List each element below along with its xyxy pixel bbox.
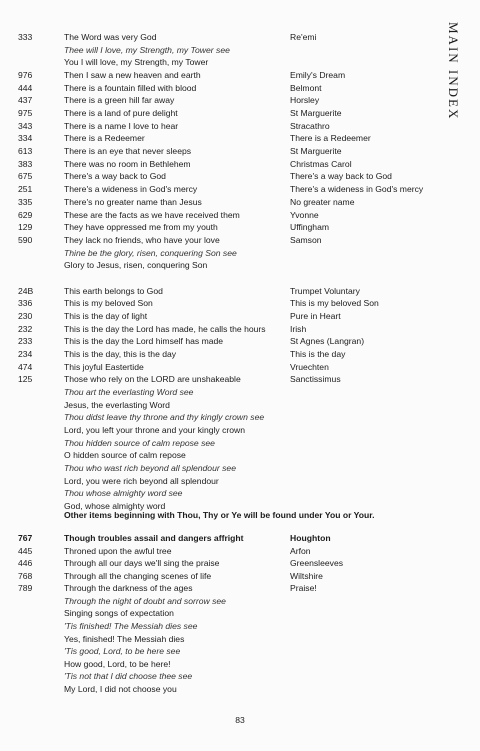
first-line: Through all the changing scenes of life xyxy=(64,570,212,581)
tune-name: Horsley xyxy=(290,95,320,106)
first-line: This is the day of light xyxy=(64,310,148,321)
first-line: They have oppressed me from my youth xyxy=(64,222,218,233)
tune-name: Christmas Carol xyxy=(290,158,352,169)
tune-name: Stracathro xyxy=(290,120,330,131)
cross-reference-note: Other items beginning with Thou, Thy or Ye will be found under You or Your. xyxy=(64,510,375,520)
first-line: The Word was very God xyxy=(64,32,157,42)
tune-name: Arfon xyxy=(290,545,311,556)
hymn-number: 789 xyxy=(18,583,33,594)
tune-name: Emily's Dream xyxy=(290,70,346,81)
hymn-number: 230 xyxy=(18,310,33,321)
hymn-number: 768 xyxy=(18,570,33,581)
first-line: Throned upon the awful tree xyxy=(64,545,172,556)
first-line: 'Tis not that I did choose thee see xyxy=(64,671,193,682)
tune-name: No greater name xyxy=(290,196,355,207)
hymn-number: 335 xyxy=(18,196,33,207)
tune-name: This is the day xyxy=(290,349,346,359)
hymn-number: 234 xyxy=(18,349,33,359)
hymn-number: 675 xyxy=(18,171,33,182)
first-line: My Lord, I did not choose you xyxy=(64,683,177,694)
tune-name: Re'emi xyxy=(290,32,317,42)
tune-name: Vruechten xyxy=(290,361,329,372)
tune-name: This is my beloved Son xyxy=(290,298,379,309)
first-line: There is a green hill far away xyxy=(64,95,175,106)
first-line: Singing songs of expectation xyxy=(64,608,174,619)
hymn-number: 233 xyxy=(18,336,33,347)
first-line: How good, Lord, to be here! xyxy=(64,658,171,669)
tune-name: Yvonne xyxy=(290,209,319,220)
first-line: 'Tis finished! The Messiah dies see xyxy=(64,621,198,632)
hymn-number: 232 xyxy=(18,323,33,334)
first-line: Thou hidden source of calm repose see xyxy=(64,437,215,448)
tune-name: Uffingham xyxy=(290,222,330,233)
first-line: Lord, you left your throne and your kingly crown xyxy=(64,425,246,436)
first-line: There is a Redeemer xyxy=(64,133,145,144)
first-line: There is an eye that never sleeps xyxy=(64,146,192,157)
first-line: Through the night of doubt and sorrow see xyxy=(64,595,226,606)
tune-name: Greensleeves xyxy=(290,558,344,569)
first-line: This is the day the Lord himself has made xyxy=(64,336,224,347)
page-number: 83 xyxy=(235,715,245,725)
first-line: This earth belongs to God xyxy=(64,285,163,296)
tune-name: Houghton xyxy=(290,533,331,543)
first-line: There's a wideness in God's mercy xyxy=(64,184,198,195)
hymn-number: 251 xyxy=(18,184,33,195)
first-line: Those who rely on the LORD are unshakeable xyxy=(64,374,241,385)
tune-name: St Marguerite xyxy=(290,146,342,157)
first-line: These are the facts as we have received them xyxy=(64,209,240,220)
tune-name: There's a way back to God xyxy=(290,171,392,182)
hymn-number: 444 xyxy=(18,82,33,93)
tune-name: Trumpet Voluntary xyxy=(290,285,360,296)
first-line: Lord, you were rich beyond all splendour xyxy=(64,475,219,486)
side-title xyxy=(441,22,461,142)
tune-name: Pure in Heart xyxy=(290,310,341,321)
hymn-number: 629 xyxy=(18,209,33,220)
first-line: Thou didst leave thy throne and thy kingly crown see xyxy=(64,412,265,423)
tune-name: Samson xyxy=(290,234,322,245)
index-entry xyxy=(0,682,440,696)
first-line: This is the day, this is the day xyxy=(64,349,177,359)
tune-name: St Marguerite xyxy=(290,108,342,119)
hymn-number: 334 xyxy=(18,133,33,144)
tune-name: St Agnes (Langran) xyxy=(290,336,365,347)
hymn-number: 446 xyxy=(18,558,33,569)
tune-name: There is a Redeemer xyxy=(290,133,371,144)
first-line: There is a fountain filled with blood xyxy=(64,82,197,93)
first-line: Glory to Jesus, risen, conquering Son xyxy=(64,260,208,271)
hymn-number: 976 xyxy=(18,70,33,81)
first-line: Thine be the glory, risen, conquering Son see xyxy=(64,247,237,258)
first-line: They lack no friends, who have your love xyxy=(64,234,220,245)
tune-name: There's a wideness in God's mercy xyxy=(290,184,424,195)
first-line: 'Tis good, Lord, to be here see xyxy=(64,646,181,657)
first-line: God, whose almighty word xyxy=(64,501,166,512)
first-line: This joyful Eastertide xyxy=(64,361,144,372)
hymn-number: 613 xyxy=(18,146,33,157)
first-line: There's a way back to God xyxy=(64,171,166,182)
hymn-number: 437 xyxy=(18,95,33,106)
first-line: There's no greater name than Jesus xyxy=(64,196,202,207)
hymn-number: 129 xyxy=(18,222,33,233)
hymn-number: 975 xyxy=(18,108,33,119)
first-line: This is my beloved Son xyxy=(64,298,153,309)
first-line: Through all our days we'll sing the praise xyxy=(64,558,220,569)
first-line: Yes, finished! The Messiah dies xyxy=(64,633,185,644)
first-line: Through the darkness of the ages xyxy=(64,583,193,594)
hymn-number: 445 xyxy=(18,545,33,556)
first-line: There is a land of pure delight xyxy=(64,108,178,119)
hymn-number: 333 xyxy=(18,32,33,42)
first-line: Thou art the everlasting Word see xyxy=(64,387,194,398)
tune-name: Belmont xyxy=(290,82,322,93)
tune-name: Sanctissimus xyxy=(290,374,341,385)
tune-name: Praise! xyxy=(290,583,317,594)
hymn-number: 767 xyxy=(18,533,33,543)
first-line: There was no room in Bethlehem xyxy=(64,158,191,169)
first-line: Then I saw a new heaven and earth xyxy=(64,70,201,81)
first-line: Thou who wast rich beyond all splendour see xyxy=(64,463,236,474)
first-line: You I will love, my Strength, my Tower xyxy=(64,57,209,68)
first-line: This is the day the Lord has made, he calls the hours xyxy=(64,323,266,334)
first-line: There is a name I love to hear xyxy=(64,120,179,131)
hymn-number: 383 xyxy=(18,158,33,169)
first-line: Thee will I love, my Strength, my Tower see xyxy=(64,44,230,55)
hymn-number: 343 xyxy=(18,120,33,131)
hymn-number: 336 xyxy=(18,298,33,309)
first-line: Jesus, the everlasting Word xyxy=(64,399,170,410)
first-line: O hidden source of calm repose xyxy=(64,450,186,461)
tune-name: Wiltshire xyxy=(290,570,323,581)
first-line: Thou whose almighty word see xyxy=(64,488,183,499)
hymn-number: 474 xyxy=(18,361,33,372)
first-line: Though troubles assail and dangers affright xyxy=(64,533,244,543)
hymn-number: 125 xyxy=(18,374,33,385)
tune-name: Irish xyxy=(290,323,307,334)
hymn-number: 590 xyxy=(18,234,33,245)
side-title-text: MAIN INDEX xyxy=(446,22,461,121)
hymn-number: 24B xyxy=(18,285,34,296)
